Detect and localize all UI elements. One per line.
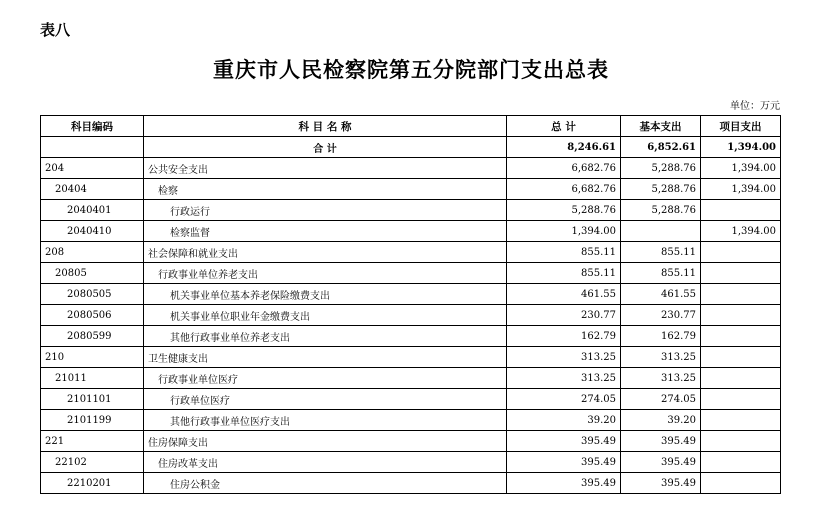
row-basic: 274.05	[621, 389, 701, 410]
row-total: 395.49	[507, 452, 621, 473]
row-name: 机关事业单位基本养老保险缴费支出	[144, 284, 507, 305]
row-basic: 162.79	[621, 326, 701, 347]
table-row	[41, 263, 781, 284]
total-code	[41, 137, 144, 158]
row-basic: 855.11	[621, 242, 701, 263]
row-basic: 5,288.76	[621, 179, 701, 200]
row-name: 卫生健康支出	[144, 347, 507, 368]
row-project	[701, 452, 781, 473]
row-name: 检察	[144, 179, 507, 200]
row-code: 204	[41, 158, 144, 179]
table-row	[41, 389, 781, 410]
row-basic: 395.49	[621, 431, 701, 452]
row-total: 313.25	[507, 347, 621, 368]
row-basic: 461.55	[621, 284, 701, 305]
row-project	[701, 473, 781, 494]
row-total: 162.79	[507, 326, 621, 347]
row-total: 855.11	[507, 242, 621, 263]
row-code: 2080506	[41, 305, 144, 326]
row-code: 221	[41, 431, 144, 452]
table-row	[41, 179, 781, 200]
row-project	[701, 242, 781, 263]
header-total: 总 计	[507, 116, 621, 137]
total-total: 8,246.61	[507, 137, 621, 158]
row-total: 855.11	[507, 263, 621, 284]
row-name: 行政事业单位养老支出	[144, 263, 507, 284]
table-row	[41, 326, 781, 347]
header-row	[41, 116, 781, 137]
row-basic: 395.49	[621, 473, 701, 494]
row-project	[701, 305, 781, 326]
row-project	[701, 410, 781, 431]
row-project: 1,394.00	[701, 179, 781, 200]
row-name: 行政运行	[144, 200, 507, 221]
row-project	[701, 368, 781, 389]
table-row	[41, 221, 781, 242]
row-code: 2040410	[41, 221, 144, 242]
row-project	[701, 263, 781, 284]
row-name: 其他行政事业单位养老支出	[144, 326, 507, 347]
row-name: 公共安全支出	[144, 158, 507, 179]
row-code: 208	[41, 242, 144, 263]
page-title: 重庆市人民检察院第五分院部门支出总表	[213, 57, 609, 82]
total-basic: 6,852.61	[621, 137, 701, 158]
total-project: 1,394.00	[701, 137, 781, 158]
row-name: 检察监督	[144, 221, 507, 242]
row-total: 313.25	[507, 368, 621, 389]
row-code: 2210201	[41, 473, 144, 494]
table-row	[41, 200, 781, 221]
table-row	[41, 305, 781, 326]
row-name: 住房公积金	[144, 473, 507, 494]
row-project	[701, 431, 781, 452]
row-name: 其他行政事业单位医疗支出	[144, 410, 507, 431]
total-name: 合 计	[144, 137, 507, 158]
total-row	[41, 137, 781, 158]
table-row	[41, 452, 781, 473]
row-total: 395.49	[507, 431, 621, 452]
table-row	[41, 410, 781, 431]
row-basic: 855.11	[621, 263, 701, 284]
row-project	[701, 326, 781, 347]
expenditure-table	[40, 115, 781, 494]
row-code: 20404	[41, 179, 144, 200]
row-basic: 5,288.76	[621, 158, 701, 179]
header-name: 科 目 名 称	[144, 116, 507, 137]
table-row	[41, 284, 781, 305]
header-project: 项目支出	[701, 116, 781, 137]
row-total: 274.05	[507, 389, 621, 410]
row-total: 6,682.76	[507, 179, 621, 200]
row-project	[701, 389, 781, 410]
table-label: 表八	[40, 21, 71, 39]
row-name: 住房保障支出	[144, 431, 507, 452]
row-name: 行政单位医疗	[144, 389, 507, 410]
row-basic: 5,288.76	[621, 200, 701, 221]
row-code: 2080599	[41, 326, 144, 347]
row-name: 行政事业单位医疗	[144, 368, 507, 389]
row-code: 2101199	[41, 410, 144, 431]
row-basic	[621, 221, 701, 242]
table-row	[41, 473, 781, 494]
row-name: 机关事业单位职业年金缴费支出	[144, 305, 507, 326]
row-total: 6,682.76	[507, 158, 621, 179]
row-code: 2080505	[41, 284, 144, 305]
row-code: 2040401	[41, 200, 144, 221]
row-name: 住房改革支出	[144, 452, 507, 473]
row-project: 1,394.00	[701, 158, 781, 179]
row-total: 1,394.00	[507, 221, 621, 242]
row-code: 22102	[41, 452, 144, 473]
table-row	[41, 431, 781, 452]
row-basic: 313.25	[621, 347, 701, 368]
row-project	[701, 284, 781, 305]
row-code: 21011	[41, 368, 144, 389]
header-basic: 基本支出	[621, 116, 701, 137]
header-code: 科目编码	[41, 116, 144, 137]
row-project	[701, 347, 781, 368]
row-basic: 39.20	[621, 410, 701, 431]
row-code: 210	[41, 347, 144, 368]
row-code: 2101101	[41, 389, 144, 410]
row-name: 社会保障和就业支出	[144, 242, 507, 263]
table-row	[41, 242, 781, 263]
table-row	[41, 347, 781, 368]
unit-label: 单位：万元	[730, 101, 780, 112]
row-total: 5,288.76	[507, 200, 621, 221]
row-basic: 313.25	[621, 368, 701, 389]
row-basic: 230.77	[621, 305, 701, 326]
row-basic: 395.49	[621, 452, 701, 473]
row-project	[701, 200, 781, 221]
row-total: 230.77	[507, 305, 621, 326]
table-row	[41, 368, 781, 389]
row-total: 395.49	[507, 473, 621, 494]
row-total: 461.55	[507, 284, 621, 305]
row-project: 1,394.00	[701, 221, 781, 242]
row-code: 20805	[41, 263, 144, 284]
table-row	[41, 158, 781, 179]
row-total: 39.20	[507, 410, 621, 431]
